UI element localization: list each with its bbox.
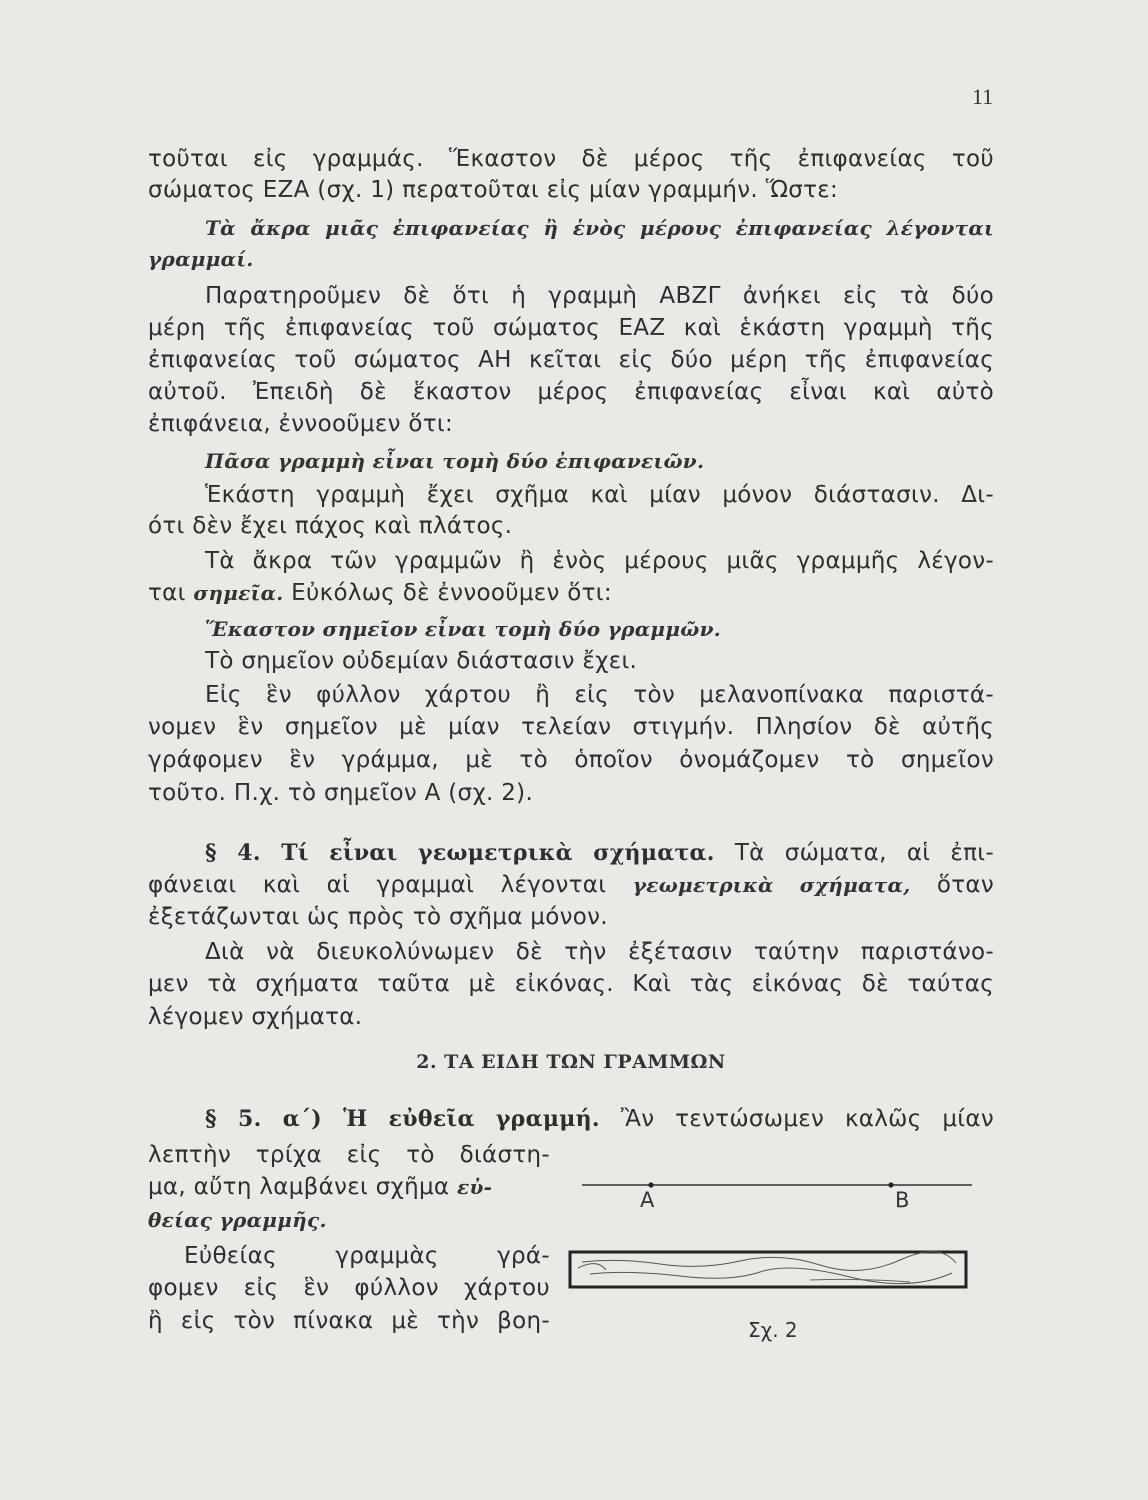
section-title: § 5. α΄) Ἡ εὐθεῖα γραμμή.: [205, 1106, 600, 1132]
definition-line: Τὰ ἄκρα μιᾶς ἐπιφανείας ἢ ἑνὸς μέρους ἐπιφανείας λέγονται: [205, 216, 994, 240]
text-part: μα, αὔτη λαμβάνει σχῆμα: [148, 1174, 450, 1200]
text-line: σώματος ΕΖΑ (σχ. 1) περατοῦται εἰς μίαν γραμμήν. Ὥστε:: [148, 177, 839, 203]
text-line: νομεν ἓν σημεῖον μὲ μίαν τελείαν στιγμήν. Πλησίον δὲ αὐτῆς: [148, 714, 994, 740]
text-line: γράφομεν ἓν γράμμα, μὲ τὸ ὁποῖον ὀνομάζομεν τὸ σημεῖον: [148, 747, 994, 773]
text-line: μέρη τῆς ἐπιφανείας τοῦ σώματος ΕΑΖ καὶ ἑκάστη γραμμὴ τῆς: [148, 315, 994, 341]
chapter-heading: 2. ΤΑ ΕΙΔΗ ΤΩΝ ΓΡΑΜΜΩΝ: [416, 1051, 726, 1073]
term-emphasis: θείας γραμμῆς.: [148, 1208, 327, 1232]
text-part: ὅταν: [936, 872, 994, 898]
text-line: λέγομεν σχήματα.: [148, 1004, 363, 1030]
text-line: ἐπιφάνεια, ἐννοοῦμεν ὅτι:: [148, 411, 453, 437]
text-part: Ἂν τεντώσωμεν καλῶς μίαν: [620, 1106, 994, 1132]
section-title: § 4. Τί εἶναι γεωμετρικὰ σχήματα.: [205, 840, 715, 866]
text-line: [148, 578, 994, 608]
point-b-dot: [888, 1182, 893, 1187]
term-emphasis: σημεῖα.: [193, 581, 284, 605]
text-line: [148, 1172, 550, 1202]
figure-caption: Σχ. 2: [748, 1318, 798, 1342]
text-part: Εὐκόλως δὲ ἐννοοῦμεν ὅτι:: [291, 580, 612, 606]
text-line: τοῦτο. Π.χ. τὸ σημεῖον Α (σχ. 2).: [148, 780, 534, 806]
text-line: τοῦται εἰς γραμμάς. Ἕκαστον δὲ μέρος τῆς ἐπιφανείας τοῦ: [148, 146, 994, 172]
ruler-drawing: [570, 1252, 966, 1287]
text-line: φομεν εἰς ἓν φύλλον χάρτου: [148, 1275, 550, 1301]
text-line: λεπτὴν τρίχα εἰς τὸ διάστη-: [148, 1142, 550, 1168]
text-line: ἐπιφανείας τοῦ σώματος ΑΗ κεῖται εἰς δύο μέρη τῆς ἐπιφανείας: [148, 347, 994, 373]
text-line: μεν τὰ σχήματα ταῦτα μὲ εἰκόνας. Καὶ τὰς εἰκόνας δὲ ταύτας: [148, 971, 994, 997]
point-a-dot: [648, 1182, 653, 1187]
text-part: φάνειαι καὶ αἱ γραμμαὶ λέγονται: [148, 872, 607, 898]
text-line: Διὰ νὰ διευκολύνωμεν δὲ τὴν ἐξέτασιν ταύτην παριστάνο-: [205, 939, 994, 965]
text-line: Τὸ σημεῖον οὐδεμίαν διάστασιν ἔχει.: [205, 648, 638, 674]
point-b-label: Β: [895, 1188, 910, 1212]
text-line: Εὐθείας γραμμὰς γρά-: [184, 1243, 550, 1269]
section-5-line: [205, 1104, 994, 1134]
text-line: Ἑκάστη γραμμὴ ἔχει σχῆμα καὶ μίαν μόνον διάστασιν. Δι-: [205, 482, 994, 508]
text-line: αὐτοῦ. Ἐπειδὴ δὲ ἕκαστον μέρος ἐπιφανείας εἶναι καὶ αὐτὸ: [148, 379, 994, 405]
text-line: Παρατηροῦμεν δὲ ὅτι ἡ γραμμὴ ΑΒΖΓ ἀνήκει εἰς τὰ δύο: [205, 283, 994, 309]
section-4-line: [205, 838, 994, 868]
definition-line: Ἕκαστον σημεῖον εἶναι τομὴ δύο γραμμῶν.: [205, 617, 722, 641]
text-line: [148, 870, 994, 900]
term-emphasis: γεωμετρικὰ σχήματα,: [632, 873, 911, 897]
page-number: 11: [972, 84, 994, 109]
text-line: ἐξετάζωνται ὡς πρὸς τὸ σχῆμα μόνον.: [148, 904, 608, 930]
definition-line: γραμμαί.: [148, 247, 254, 271]
text-part: Τὰ σώματα, αἱ ἐπι-: [734, 840, 994, 866]
point-a-label: Α: [640, 1188, 655, 1212]
text-line: Τὰ ἄκρα τῶν γραμμῶν ἢ ἑνὸς μέρους μιᾶς γραμμῆς λέγον-: [205, 548, 994, 574]
definition-line: Πᾶσα γραμμὴ εἶναι τομὴ δύο ἐπιφανειῶν.: [205, 449, 705, 473]
text-line: ότι δὲν ἔχει πάχος καὶ πλάτος.: [148, 513, 513, 539]
term-emphasis: εὐ-: [457, 1175, 493, 1199]
text-line: Εἰς ἓν φύλλον χάρτου ἢ εἰς τὸν μελανοπίνακα παριστά-: [205, 682, 994, 708]
figure-2: [560, 1150, 990, 1370]
text-line: ἢ εἰς τὸν πίνακα μὲ τὴν βοη-: [148, 1308, 550, 1334]
text-part: ται: [148, 580, 186, 606]
